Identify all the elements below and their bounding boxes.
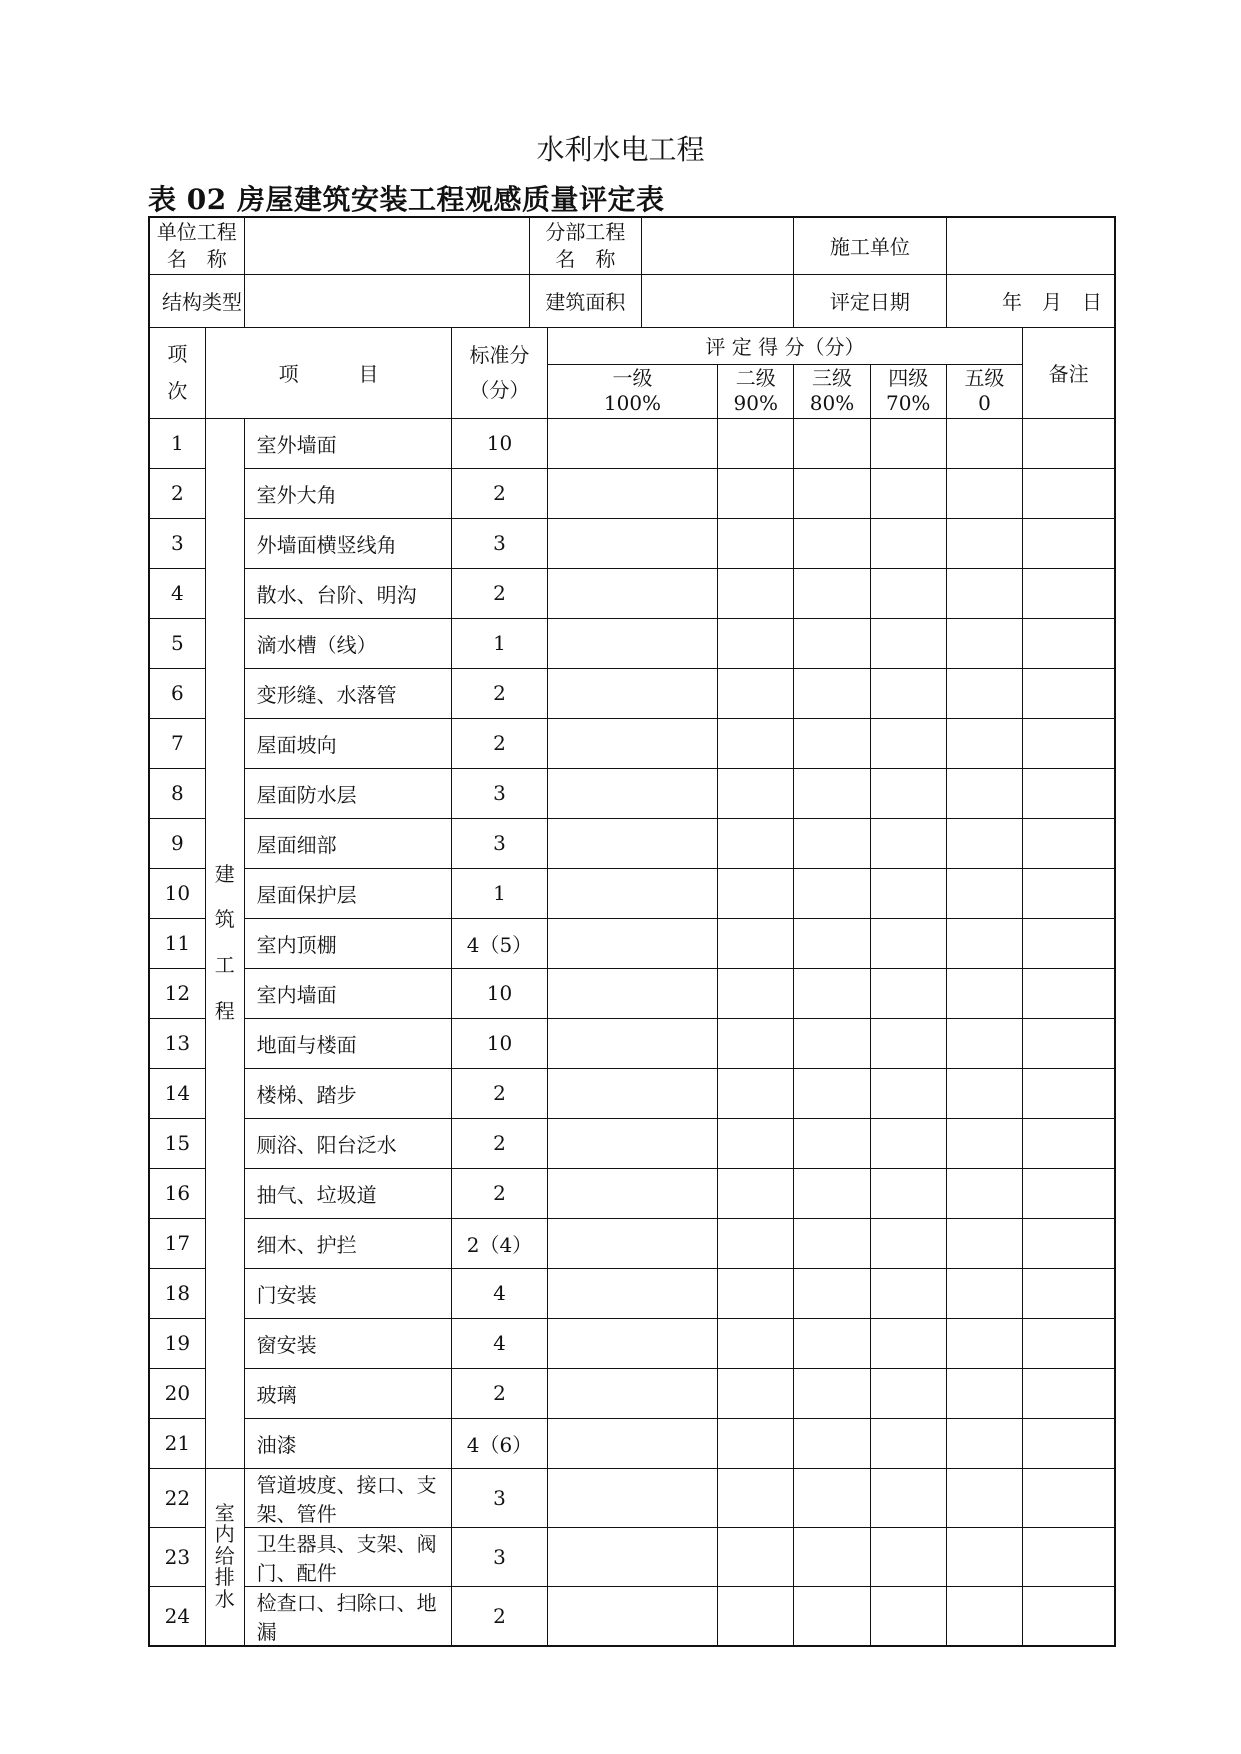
grade-5-score-cell[interactable] [946, 418, 1023, 468]
standard-score: 1 [452, 618, 547, 668]
sub-project-field[interactable] [641, 217, 793, 274]
grade-2-score-cell[interactable] [718, 818, 794, 868]
item-name: 变形缝、水落管 [244, 668, 452, 718]
grade-5-score-cell[interactable] [946, 768, 1023, 818]
score-group-header: 评 定 得 分（分） [547, 327, 1023, 364]
grade-4-score-cell[interactable] [870, 468, 946, 518]
grade-4-score-cell[interactable] [870, 718, 946, 768]
item-name: 屋面防水层 [244, 768, 452, 818]
remarks-cell[interactable] [1023, 1418, 1115, 1468]
grade-3-score-cell[interactable] [794, 668, 871, 718]
group-label-char: 室 [214, 1500, 235, 1525]
row-number: 5 [149, 618, 205, 668]
grade-2-score-cell[interactable] [718, 1118, 794, 1168]
remarks-cell[interactable] [1023, 1168, 1115, 1218]
remarks-cell[interactable] [1023, 768, 1115, 818]
evaluation-date-field[interactable]: 年 月 日 [946, 274, 1115, 327]
grade-4-score-cell[interactable] [870, 1068, 946, 1118]
row-number: 14 [149, 1068, 205, 1118]
grade-1-score-cell[interactable] [547, 1268, 718, 1318]
grade-1-score-cell[interactable] [547, 1468, 718, 1527]
standard-score: 4（6） [452, 1418, 547, 1468]
grade-5-score-cell[interactable] [946, 1368, 1023, 1418]
remarks-cell[interactable] [1023, 1018, 1115, 1068]
table-row [149, 1418, 1115, 1468]
grade-3-score-cell[interactable] [794, 518, 871, 568]
grade-3-score-cell[interactable] [794, 818, 871, 868]
grade-3-score-cell[interactable] [794, 1068, 871, 1118]
grade-2-score-cell[interactable] [718, 1418, 794, 1468]
table-row [149, 468, 1115, 518]
grade-5-score-cell[interactable] [946, 468, 1023, 518]
grade-3-score-cell[interactable] [794, 768, 871, 818]
unit-project-label: 单位工程 名 称 [149, 217, 244, 274]
remarks-cell[interactable] [1023, 1468, 1115, 1527]
row-number: 9 [149, 818, 205, 868]
sub-project-label: 分部工程 名 称 [530, 217, 642, 274]
row-number: 16 [149, 1168, 205, 1218]
grade-4-score-cell[interactable] [870, 1318, 946, 1368]
evaluation-date-label: 评定日期 [794, 274, 946, 327]
group-label-plumbing [205, 1468, 244, 1646]
grade-3-score-cell[interactable] [794, 1218, 871, 1268]
table-row [149, 668, 1115, 718]
grade-3-score-cell[interactable] [794, 718, 871, 768]
grade-4-score-cell[interactable] [870, 918, 946, 968]
row-number: 21 [149, 1418, 205, 1468]
document-header: 水利水电工程 [536, 133, 705, 166]
item-name: 玻璃 [244, 1368, 452, 1418]
grade-3-score-cell[interactable] [794, 1368, 871, 1418]
standard-score: 2（4） [452, 1218, 547, 1268]
grade-4-score-cell[interactable] [870, 1168, 946, 1218]
table-row [149, 718, 1115, 768]
item-name: 室外墙面 [244, 418, 452, 468]
unit-project-field[interactable] [244, 217, 530, 274]
remarks-cell[interactable] [1023, 668, 1115, 718]
item-name: 室外大角 [244, 468, 452, 518]
row-number: 7 [149, 718, 205, 768]
row-number: 1 [149, 418, 205, 468]
standard-score: 4 [452, 1268, 547, 1318]
grade-2-score-cell[interactable] [718, 1168, 794, 1218]
grade-1-score-cell[interactable] [547, 568, 718, 618]
item-name: 楼梯、踏步 [244, 1068, 452, 1118]
grade-3-score-cell[interactable] [794, 1268, 871, 1318]
grade-2-score-cell[interactable] [718, 968, 794, 1018]
grade-1-score-cell[interactable] [547, 1527, 718, 1586]
table-row [149, 1018, 1115, 1068]
standard-score: 2 [452, 1368, 547, 1418]
table-row [149, 768, 1115, 818]
grade-5-score-cell[interactable] [946, 1068, 1023, 1118]
remarks-cell[interactable] [1023, 1527, 1115, 1586]
group-label-char: 筑 [214, 907, 235, 932]
grade-4-score-cell[interactable] [870, 868, 946, 918]
item-name: 检查口、扫除口、地漏 [244, 1586, 452, 1646]
remarks-cell[interactable] [1023, 1268, 1115, 1318]
item-name: 油漆 [244, 1418, 452, 1468]
grade-5-score-cell[interactable] [946, 818, 1023, 868]
remarks-cell[interactable] [1023, 418, 1115, 468]
grade-3-score-cell[interactable] [794, 918, 871, 968]
standard-score: 2 [452, 1068, 547, 1118]
row-number: 11 [149, 918, 205, 968]
table-row [149, 1368, 1115, 1418]
grade-4-score-cell[interactable] [870, 1586, 946, 1646]
grade-4-score-cell[interactable] [870, 618, 946, 668]
grade-1-score-cell[interactable] [547, 818, 718, 868]
grade-5-score-cell[interactable] [946, 718, 1023, 768]
grade-2-score-cell[interactable] [718, 1586, 794, 1646]
table-row [149, 1318, 1115, 1368]
item-name: 散水、台阶、明沟 [244, 568, 452, 618]
group-label-char: 内 [214, 1522, 235, 1547]
table-row [149, 518, 1115, 568]
grade-5-score-cell[interactable] [946, 1268, 1023, 1318]
grade-5-score-cell[interactable] [946, 1118, 1023, 1168]
item-name: 屋面细部 [244, 818, 452, 868]
grade-4-score-cell[interactable] [870, 1527, 946, 1586]
table-row [149, 868, 1115, 918]
item-name: 管道坡度、接口、支架、管件 [244, 1468, 452, 1527]
remarks-cell[interactable] [1023, 568, 1115, 618]
standard-score: 3 [452, 518, 547, 568]
grade-5-score-cell[interactable] [946, 568, 1023, 618]
item-name: 窗安装 [244, 1318, 452, 1368]
grade-3-score-cell[interactable] [794, 468, 871, 518]
building-area-label: 建筑面积 [530, 274, 642, 327]
grade-2-header: 二级 90% [718, 364, 794, 418]
remarks-cell[interactable] [1023, 718, 1115, 768]
grade-1-score-cell[interactable] [547, 1218, 718, 1268]
table-row [149, 1468, 1115, 1527]
row-number: 3 [149, 518, 205, 568]
grade-5-score-cell[interactable] [946, 1218, 1023, 1268]
standard-score-header: 标准分 （分） [452, 327, 547, 418]
grade-1-score-cell[interactable] [547, 718, 718, 768]
grade-3-score-cell[interactable] [794, 868, 871, 918]
table-row [149, 1068, 1115, 1118]
grade-3-score-cell[interactable] [794, 1418, 871, 1468]
info-row-1 [149, 217, 1115, 274]
grade-1-score-cell[interactable] [547, 1368, 718, 1418]
remarks-cell[interactable] [1023, 1068, 1115, 1118]
grade-2-score-cell[interactable] [718, 1468, 794, 1527]
building-area-field[interactable] [641, 274, 793, 327]
standard-score: 10 [452, 968, 547, 1018]
grade-2-score-cell[interactable] [718, 1368, 794, 1418]
row-number: 22 [149, 1468, 205, 1527]
column-header-row-1 [149, 327, 1115, 364]
grade-2-score-cell[interactable] [718, 1018, 794, 1068]
grade-3-score-cell[interactable] [794, 418, 871, 468]
grade-5-score-cell[interactable] [946, 968, 1023, 1018]
table-row [149, 618, 1115, 668]
table-row [149, 1268, 1115, 1318]
grade-3-score-cell[interactable] [794, 1468, 871, 1527]
standard-score: 3 [452, 768, 547, 818]
remarks-cell[interactable] [1023, 1218, 1115, 1268]
standard-score: 2 [452, 468, 547, 518]
grade-3-score-cell[interactable] [794, 1168, 871, 1218]
grade-1-score-cell[interactable] [547, 418, 718, 468]
grade-1-score-cell[interactable] [547, 668, 718, 718]
remarks-cell[interactable] [1023, 518, 1115, 568]
row-number: 8 [149, 768, 205, 818]
group-label-building [205, 418, 244, 1468]
grade-4-score-cell[interactable] [870, 1468, 946, 1527]
group-label-char: 建 [214, 861, 235, 886]
grade-2-score-cell[interactable] [718, 668, 794, 718]
grade-2-score-cell[interactable] [718, 518, 794, 568]
grade-2-score-cell[interactable] [718, 1268, 794, 1318]
row-number: 4 [149, 568, 205, 618]
item-name: 地面与楼面 [244, 1018, 452, 1068]
group-label-char: 程 [214, 998, 235, 1023]
grade-1-score-cell[interactable] [547, 1018, 718, 1068]
grade-3-score-cell[interactable] [794, 1527, 871, 1586]
grade-2-score-cell[interactable] [718, 1527, 794, 1586]
group-label-char: 排 [214, 1565, 235, 1590]
grade-5-score-cell[interactable] [946, 1318, 1023, 1368]
rows-body [149, 418, 1115, 1646]
item-name: 室内顶棚 [244, 918, 452, 968]
structure-type-label: 结构类型 [149, 274, 244, 327]
row-number: 15 [149, 1118, 205, 1168]
grade-1-score-cell[interactable] [547, 1168, 718, 1218]
grade-4-score-cell[interactable] [870, 1118, 946, 1168]
grade-5-score-cell[interactable] [946, 1586, 1023, 1646]
grade-1-score-cell[interactable] [547, 1418, 718, 1468]
standard-score: 4 [452, 1318, 547, 1368]
grade-1-score-cell[interactable] [547, 1068, 718, 1118]
item-header: 项 目 [205, 327, 452, 418]
group-label-char: 水 [214, 1586, 235, 1611]
standard-score: 2 [452, 668, 547, 718]
grade-4-score-cell[interactable] [870, 968, 946, 1018]
structure-type-field[interactable] [244, 274, 530, 327]
grade-4-score-cell[interactable] [870, 1218, 946, 1268]
grade-1-score-cell[interactable] [547, 768, 718, 818]
grade-5-score-cell[interactable] [946, 1168, 1023, 1218]
grade-2-score-cell[interactable] [718, 568, 794, 618]
grade-4-score-cell[interactable] [870, 568, 946, 618]
grade-4-score-cell[interactable] [870, 1018, 946, 1068]
row-number: 20 [149, 1368, 205, 1418]
table-row [149, 1118, 1115, 1168]
grade-4-score-cell[interactable] [870, 1268, 946, 1318]
grade-2-score-cell[interactable] [718, 618, 794, 668]
grade-2-score-cell[interactable] [718, 718, 794, 768]
row-number: 17 [149, 1218, 205, 1268]
grade-4-score-cell[interactable] [870, 1418, 946, 1468]
remarks-cell[interactable] [1023, 1368, 1115, 1418]
table-row [149, 968, 1115, 1018]
remarks-cell[interactable] [1023, 818, 1115, 868]
row-number: 12 [149, 968, 205, 1018]
remarks-header: 备注 [1023, 327, 1115, 418]
item-name: 门安装 [244, 1268, 452, 1318]
grade-5-score-cell[interactable] [946, 918, 1023, 968]
standard-score: 3 [452, 1527, 547, 1586]
grade-5-score-cell[interactable] [946, 668, 1023, 718]
standard-score: 10 [452, 1018, 547, 1068]
grade-3-score-cell[interactable] [794, 1118, 871, 1168]
remarks-cell[interactable] [1023, 918, 1115, 968]
grade-2-score-cell[interactable] [718, 1068, 794, 1118]
row-number: 2 [149, 468, 205, 518]
item-name: 厕浴、阳台泛水 [244, 1118, 452, 1168]
remarks-cell[interactable] [1023, 868, 1115, 918]
grade-1-header: 一级 100% [547, 364, 718, 418]
item-name: 屋面坡向 [244, 718, 452, 768]
standard-score: 3 [452, 1468, 547, 1527]
remarks-cell[interactable] [1023, 468, 1115, 518]
grade-1-score-cell[interactable] [547, 1586, 718, 1646]
grade-1-score-cell[interactable] [547, 918, 718, 968]
grade-4-score-cell[interactable] [870, 668, 946, 718]
row-number: 18 [149, 1268, 205, 1318]
grade-1-score-cell[interactable] [547, 968, 718, 1018]
item-name: 细木、护拦 [244, 1218, 452, 1268]
grade-5-score-cell[interactable] [946, 618, 1023, 668]
grade-5-score-cell[interactable] [946, 518, 1023, 568]
item-name: 屋面保护层 [244, 868, 452, 918]
remarks-cell[interactable] [1023, 968, 1115, 1018]
table-row [149, 1218, 1115, 1268]
grade-4-score-cell[interactable] [870, 418, 946, 468]
row-number: 10 [149, 868, 205, 918]
remarks-cell[interactable] [1023, 1318, 1115, 1368]
grade-5-score-cell[interactable] [946, 1418, 1023, 1468]
row-number: 19 [149, 1318, 205, 1368]
grade-2-score-cell[interactable] [718, 868, 794, 918]
table-row [149, 1527, 1115, 1586]
standard-score: 2 [452, 718, 547, 768]
standard-score: 2 [452, 1586, 547, 1646]
grade-3-score-cell[interactable] [794, 968, 871, 1018]
standard-score: 3 [452, 818, 547, 868]
standard-score: 4（5） [452, 918, 547, 968]
grade-1-score-cell[interactable] [547, 518, 718, 568]
remarks-cell[interactable] [1023, 1586, 1115, 1646]
grade-3-score-cell[interactable] [794, 1586, 871, 1646]
item-name: 抽气、垃圾道 [244, 1168, 452, 1218]
grade-2-score-cell[interactable] [718, 1218, 794, 1268]
grade-3-score-cell[interactable] [794, 568, 871, 618]
grade-5-score-cell[interactable] [946, 1527, 1023, 1586]
item-name: 卫生器具、支架、阀门、配件 [244, 1527, 452, 1586]
table-row [149, 568, 1115, 618]
grade-1-score-cell[interactable] [547, 1118, 718, 1168]
grade-2-score-cell[interactable] [718, 768, 794, 818]
table-row [149, 1586, 1115, 1646]
grade-4-score-cell[interactable] [870, 768, 946, 818]
row-number: 24 [149, 1586, 205, 1646]
table-row [149, 818, 1115, 868]
grade-2-score-cell[interactable] [718, 418, 794, 468]
grade-3-score-cell[interactable] [794, 618, 871, 668]
standard-score: 10 [452, 418, 547, 468]
standard-score: 2 [452, 1168, 547, 1218]
remarks-cell[interactable] [1023, 618, 1115, 668]
standard-score: 2 [452, 1118, 547, 1168]
row-number: 13 [149, 1018, 205, 1068]
item-name: 室内墙面 [244, 968, 452, 1018]
standard-score: 2 [452, 568, 547, 618]
item-name: 外墙面横竖线角 [244, 518, 452, 568]
group-label-char: 给 [214, 1543, 235, 1568]
row-number: 6 [149, 668, 205, 718]
grade-5-score-cell[interactable] [946, 1468, 1023, 1527]
grade-5-header: 五级 0 [946, 364, 1023, 418]
grade-1-score-cell[interactable] [547, 618, 718, 668]
contractor-label: 施工单位 [794, 217, 946, 274]
grade-2-score-cell[interactable] [718, 468, 794, 518]
grade-1-score-cell[interactable] [547, 868, 718, 918]
evaluation-table [148, 216, 1116, 1647]
grade-3-score-cell[interactable] [794, 1018, 871, 1068]
grade-2-score-cell[interactable] [718, 1318, 794, 1368]
standard-score: 1 [452, 868, 547, 918]
grade-1-score-cell[interactable] [547, 1318, 718, 1368]
seq-header: 项 次 [149, 327, 205, 418]
table-row [149, 418, 1115, 468]
grade-4-score-cell[interactable] [870, 518, 946, 568]
item-name: 滴水槽（线） [244, 618, 452, 668]
info-row-2 [149, 274, 1115, 327]
grade-3-score-cell[interactable] [794, 1318, 871, 1368]
table-row [149, 1168, 1115, 1218]
contractor-field[interactable] [946, 217, 1115, 274]
remarks-cell[interactable] [1023, 1118, 1115, 1168]
group-label-char: 工 [214, 953, 235, 977]
grade-1-score-cell[interactable] [547, 468, 718, 518]
row-number: 23 [149, 1527, 205, 1586]
grade-4-score-cell[interactable] [870, 1368, 946, 1418]
document-title: 表 02 房屋建筑安装工程观感质量评定表 [148, 183, 665, 216]
grade-2-score-cell[interactable] [718, 918, 794, 968]
grade-4-header: 四级 70% [870, 364, 946, 418]
table-row [149, 918, 1115, 968]
grade-4-score-cell[interactable] [870, 818, 946, 868]
grade-5-score-cell[interactable] [946, 868, 1023, 918]
grade-5-score-cell[interactable] [946, 1018, 1023, 1068]
grade-3-header: 三级 80% [794, 364, 871, 418]
